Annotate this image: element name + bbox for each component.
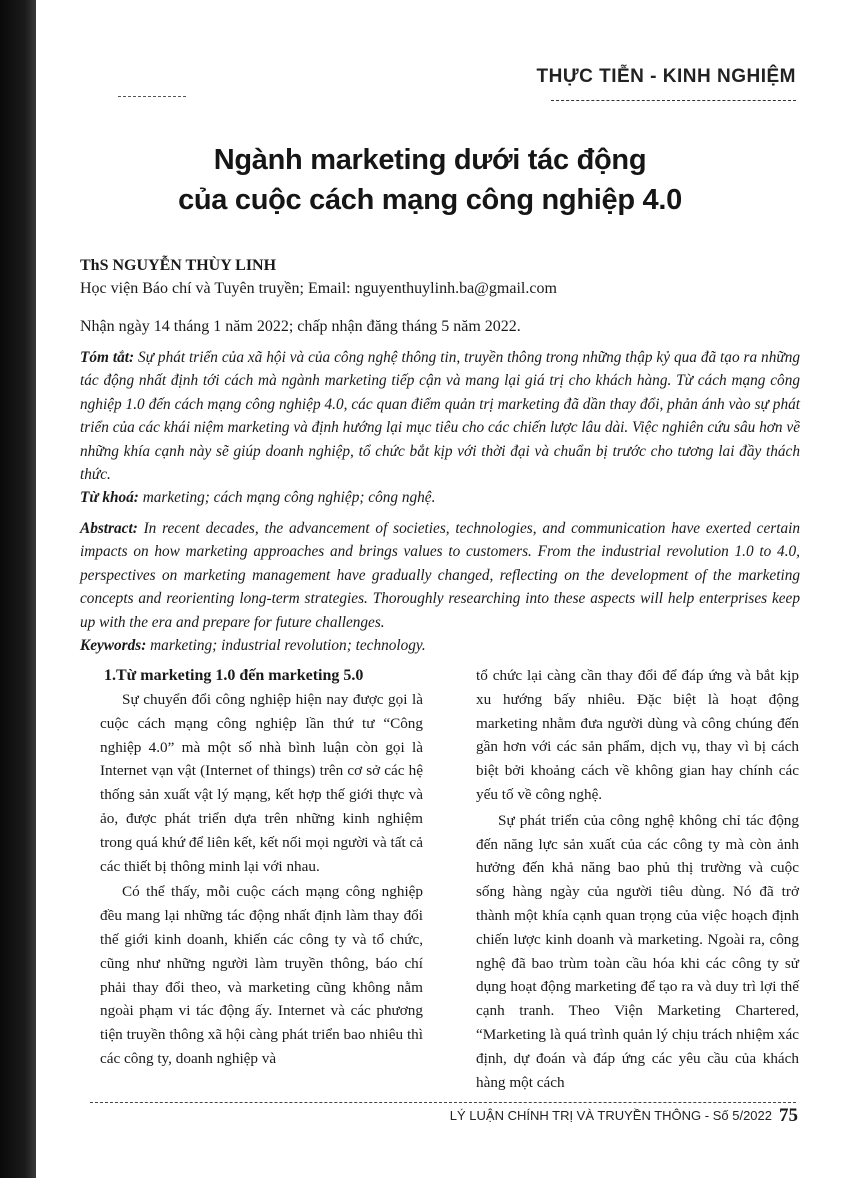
keywords-en-text: marketing; industrial revolution; technology.	[146, 637, 426, 655]
body-column-left	[100, 664, 423, 1071]
summary-text: Sự phát triển của xã hội và của công nghệ thông tin, truyền thông trong những thập kỷ qua đã tạo ra những tác động nhất định tới cách mà ngành marketing tiếp cận và mang lại giá trị cho khách hàng. Từ cách mạng công nghiệp 1.0 đến cách mạng công nghiệp 4.0, các quan điểm quản trị marketing đã dần thay đổi, phản ánh vào sự phát triển của các khái niệm marketing và định hướng lại mục tiêu cho các chiến lược lâu dài. Việc nghiên cứu sâu hơn về những khía cạnh này sẽ giúp doanh nghiệp, tổ chức bắt kịp với thời đại và chuẩn bị trước cho tương lai đầy thách thức.	[80, 349, 800, 484]
footer-divider	[90, 1102, 796, 1103]
article-title	[150, 140, 710, 220]
header-divider	[551, 100, 796, 101]
summary-label: Tóm tắt:	[80, 349, 135, 366]
body-column-right	[476, 664, 799, 1094]
received-date: Nhận ngày 14 tháng 1 năm 2022; chấp nhận đăng tháng 5 năm 2022.	[80, 318, 521, 335]
paragraph: Sự phát triển của công nghệ không chỉ tác động đến năng lực sản xuất của các công ty mà còn ảnh hưởng đến khả năng bao phủ thị trường và cuộc sống hàng ngày của người tiêu dùng. Nó đã trở thành một khía cạnh quan trọng của việc hoạch định chiến lược kinh doanh và marketing. Ngoài ra, công nghệ đã bao trùm toàn cầu hóa khi các công ty sử dụng hoạt động marketing để tạo ra và duy trì lợi thế cạnh tranh. Theo Viện Marketing Chartered, “Marketing là quá trình quản lý chịu trách nhiệm xác định, dự đoán và đáp ứng các yêu cầu của khách hàng một cách	[476, 811, 799, 1091]
title-line-1: Ngành marketing dưới tác động	[213, 144, 647, 176]
title-line-2: của cuộc cách mạng công nghiệp 4.0	[178, 184, 682, 216]
left-header-divider	[118, 96, 186, 97]
abstract-text: In recent decades, the advancement of societies, technologies, and communication have exerted certain impacts on how marketing approaches and brings values to customers. From the industrial revolution 1.0 to 4.0, perspectives on marketing management have gradually changed, reflecting on the development of the marketing concepts and reorienting long-term strategies. Thoroughly researching into these aspects will help enterprises keep up with the era and prepare for future challenges.	[80, 520, 800, 631]
author-name: ThS NGUYỄN THÙY LINH	[80, 257, 277, 274]
paragraph: Có thể thấy, mỗi cuộc cách mạng công nghiệp đều mang lại những tác động nhất định làm thay đổi thế giới kinh doanh, khiến các công ty và tổ chức, cũng như những người làm truyền thông, báo chí phải thay đổi theo, và marketing cũng không nằm ngoài phạm vi tác động ấy. Internet và các phương tiện truyền thông xã hội càng phát triển bao nhiêu thì các công ty, doanh nghiệp và	[100, 883, 423, 1067]
journal-name: LÝ LUẬN CHÍNH TRỊ VÀ TRUYỀN THÔNG - Số 5/2022	[449, 1108, 772, 1123]
paragraph: tổ chức lại càng cần thay đổi để đáp ứng và bắt kịp xu hướng bấy nhiêu. Đặc biệt là hoạt động marketing nhằm đưa người dùng và công chúng đến gần hơn với các sản phẩm, dịch vụ, thay vì bị cách biệt bởi khoảng cách về không gian hay chính các yếu tố về công nghệ.	[476, 667, 799, 803]
english-abstract	[80, 517, 800, 657]
page-number: 75	[779, 1105, 798, 1126]
paragraph: Sự chuyển đổi công nghiệp hiện nay được gọi là cuộc cách mạng công nghiệp lần thứ tư “Công nghiệp 4.0” mà một số nhà bình luận còn gọi là Internet vạn vật (Internet of things) trên cơ sở các hệ thống sản xuất vật lý mạng, kết hợp thế giới thực và ảo, được phát triển dựa trên những kinh nghiệm trong quá khứ để liên kết, kết nối mọi người và tất cả các thiết bị thông minh lại với nhau.	[100, 691, 423, 875]
scan-edge-bar	[0, 0, 36, 1178]
section-label: THỰC TIỄN - KINH NGHIỆM	[536, 66, 796, 87]
keywords-en-label: Keywords:	[80, 637, 147, 655]
keywords-vi-text: marketing; cách mạng công nghiệp; công nghệ.	[138, 489, 436, 507]
abstract-label: Abstract:	[80, 520, 138, 537]
author-affiliation: Học viện Báo chí và Tuyên truyền; Email: nguyenthuylinh.ba@gmail.com	[80, 280, 557, 297]
keywords-vi-label: Từ khoá:	[80, 489, 139, 507]
section-heading: 1.Từ marketing 1.0 đến marketing 5.0	[104, 667, 364, 684]
vietnamese-summary	[80, 346, 800, 510]
